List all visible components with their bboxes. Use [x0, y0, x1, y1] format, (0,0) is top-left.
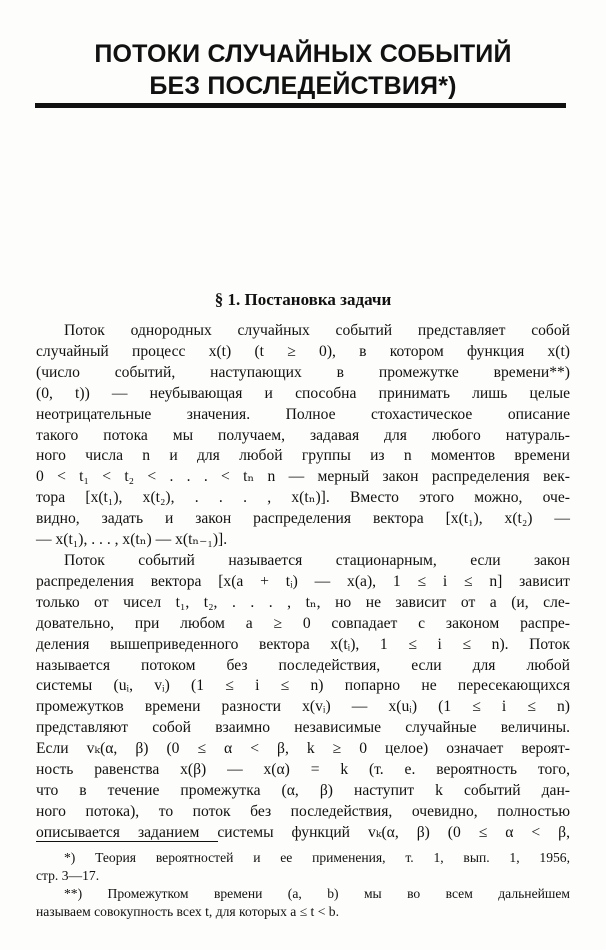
body-line: ного потока), то поток без последействия, очевидно, полностью [36, 802, 570, 820]
footnote-line: стр. 3—17. [36, 868, 100, 883]
body-line: ность равенства x(β) — x(α) = k (т. е. вероятность того, [36, 761, 570, 779]
body-line: что в течение промежутка (α, β) наступит k событий дан- [36, 781, 570, 799]
body-line: случайный процесс x(t) (t ≥ 0), в котором функция x(t) [36, 342, 570, 360]
body-line: такого потока мы получаем, задавая для любого натураль- [36, 426, 570, 444]
body-line: Поток событий называется стационарным, если закон [64, 551, 570, 569]
title-line-2: БЕЗ ПОСЛЕДЕЙСТВИЯ*) [149, 72, 457, 100]
article-title [40, 38, 566, 102]
section-heading: § 1. Постановка задачи [214, 290, 392, 309]
body-line: (0, t)) — неубывающая и способна принимать лишь целые [36, 384, 570, 402]
body-line: распределения вектора [x(a + tᵢ) — x(a), 1 ≤ i ≤ n] зависит [36, 572, 570, 590]
title-rule [35, 103, 566, 108]
body-line: только от чисел t₁, t₂, . . . , tₙ, но не зависит от a (и, сле- [36, 593, 570, 611]
body-line: Поток однородных случайных событий представляет собой [64, 322, 570, 339]
body-line: Если vₖ(α, β) (0 ≤ α < β, k ≥ 0 целое) означает вероят- [36, 740, 570, 758]
body-line: — x(t₁), . . . , x(tₙ) — x(tₙ₋₁)]. [36, 531, 228, 549]
body-line: промежутков времени разности x(vᵢ) — x(uᵢ) (1 ≤ i ≤ n) [36, 698, 570, 716]
body-line: довательно, при любом a ≥ 0 совпадает с законом распре- [36, 614, 570, 632]
body-line: деления вышеприведенного вектора x(tᵢ), 1 ≤ i ≤ n). Поток [36, 635, 570, 653]
body-line: (число событий, наступающих в промежутке времени**) [36, 363, 570, 381]
body-line: тора [x(t₁), x(t₂), . . . , x(tₙ)]. Вместо этого можно, оче- [36, 489, 570, 507]
footnotes [36, 849, 570, 921]
footnote-line: называем совокупность всех t, для которых a ≤ t < b. [36, 904, 339, 919]
body-line: представляют собой взаимно независимые случайные величины. [36, 719, 570, 737]
footnote-line: **) Промежутком времени (a, b) мы во всем дальнейшем [64, 886, 570, 901]
footnote-line: *) Теория вероятностей и ее применения, т. 1, вып. 1, 1956, [64, 850, 570, 865]
title-line-1: ПОТОКИ СЛУЧАЙНЫХ СОБЫТИЙ [94, 40, 512, 68]
body-line: описывается заданием системы функций vₖ(α, β) (0 ≤ α < β, [36, 823, 570, 841]
body-line: неотрицательные значения. Полное стохастическое описание [36, 405, 570, 423]
body-line: системы (uᵢ, vᵢ) (1 ≤ i ≤ n) попарно не пересекающихся [36, 677, 570, 695]
body-line: видно, задать и закон распределения вектора [x(t₁), x(t₂) — [36, 510, 570, 528]
body-line: называется потоком без последействия, если для любой [36, 656, 570, 674]
body-text [36, 321, 570, 844]
body-line: ного числа n и для любой группы из n моментов времени [36, 447, 570, 465]
body-line: 0 < t₁ < t₂ < . . . < tₙ n — мерный закон распределения век- [36, 468, 570, 486]
footnote-rule [36, 841, 218, 842]
